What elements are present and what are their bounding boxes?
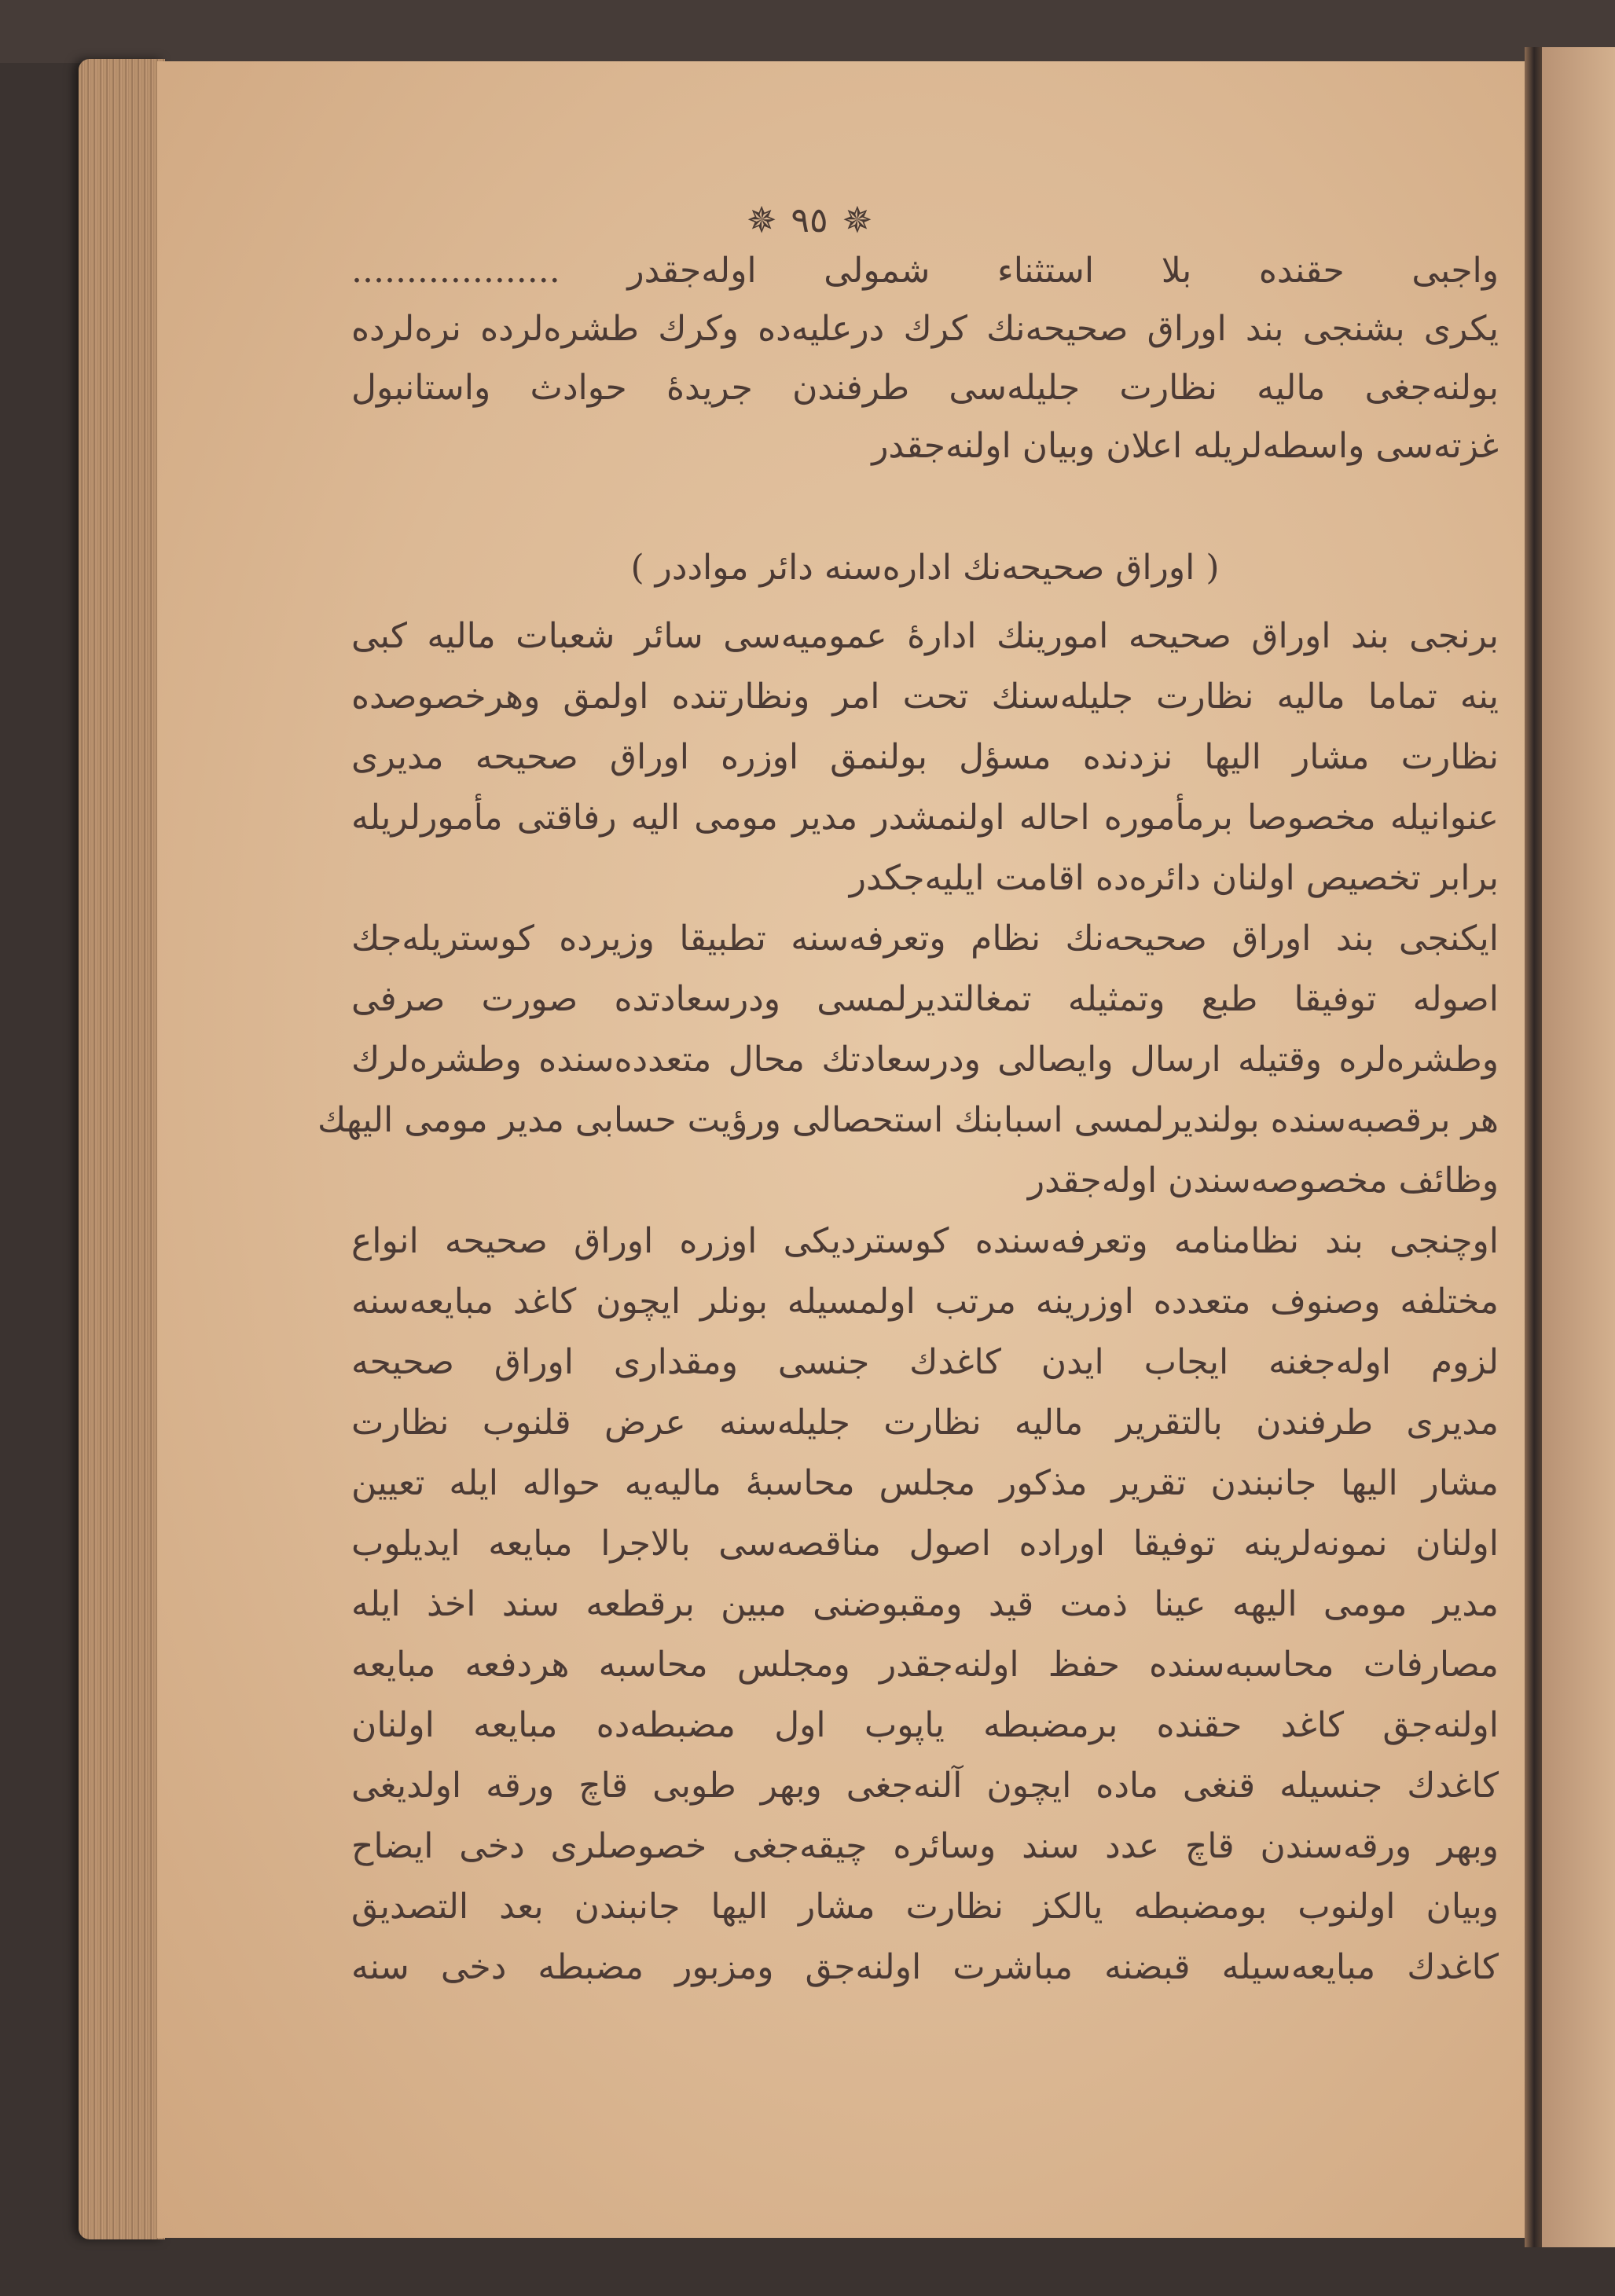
text-line: اولنه‌جق کاغد حقنده برمضبطه یاپوب اول مضبطه‌ده مبایعه اولنان [351, 1705, 1499, 1745]
text-line: وبیان اولنوب بومضبطه یالکز نظارت مشار الیها جانبندن بعد التصدیق [351, 1887, 1499, 1927]
text-line: نظارت مشار الیها نزدنده مسؤل بولنمق اوزره اوراق صحیحه مدیری [351, 737, 1499, 777]
text-line: مختلفه وصنوف متعدده اوزرینه مرتب اولمسیله بونلر ایچون کاغد مبایعه‌سنه [351, 1282, 1499, 1322]
text-line: لزوم اوله‌جغنه ایجاب ایدن کاغدك جنسی ومقداری اوراق صحیحه [351, 1342, 1499, 1382]
text-line: وطشره‌لره وقتیله ارسال وایصالی ودرسعادتك محال متعدده‌سنده وطشره‌لرك [351, 1040, 1499, 1080]
text-line: اولنان نمونه‌لرینه توفیقا اوراده اصول مناقصه‌سی بالاجرا مبایعه ایدیلوب [351, 1524, 1499, 1564]
text-line: هر برقصبه‌سنده بولندیرلمسی اسبابنك استحصالی ورؤیت حسابی مدیر مومی الیهك [317, 1100, 1499, 1140]
page-number [731, 193, 888, 248]
text-line: مدیری طرفندن بالتقریر مالیه نظارت جلیله‌سنه عرض قلنوب نظارت [351, 1403, 1499, 1443]
dot-leader: ................... [351, 251, 560, 291]
ornament-icon: ✵ [746, 199, 777, 241]
text-line: کاغدك جنسیله قنغی ماده ایچون آلنه‌جغی وبهر طوبی قاچ ورقه اولدیغی [351, 1766, 1499, 1806]
ornament-icon: ✵ [842, 199, 873, 241]
text-line: مشار الیها جانبندن تقریر مذکور مجلس محاسبهٔ مالیه‌یه حواله ایله تعیین [351, 1463, 1499, 1503]
text-line: ایکنجی بند اوراق صحیحه‌نك نظام وتعرفه‌سنه تطبیقا وزیرده کوستریله‌جك [351, 919, 1499, 959]
text-line: اوچنجی بند نظامنامه وتعرفه‌سنده کوستردیکی اوزره اوراق صحیحه انواع [351, 1221, 1499, 1261]
text-line: برنجی بند اوراق صحیحه امورینك ادارهٔ عمومیه‌سی سائر شعبات مالیه کبی [351, 616, 1499, 656]
adjacent-page [1542, 47, 1615, 2247]
text-line: عنوانیله مخصوصا برمأموره احاله اولنمشدر مدیر مومی الیه رفاقتی مأمورلریله [351, 798, 1499, 838]
page-edges [79, 59, 165, 2239]
text-line: وبهر ورقه‌سندن قاچ عدد سند وسائره چیقه‌جغی خصوصلری دخی ایضاح [351, 1826, 1499, 1866]
text-line: یکری بشنجی بند اوراق صحیحه‌نك كرك درعلیه‌ده وكرك طشره‌لرده نره‌لرده [351, 309, 1499, 349]
scan-background [0, 0, 1615, 63]
text-line: ینه تماما مالیه نظارت جلیله‌سنك تحت امر ونظارتنده اولمق وهرخصوصده [351, 677, 1499, 717]
text-line: برابر تخصیص اولنان دائره‌ده اقامت ایلیه‌جکدر [849, 858, 1499, 898]
book-gutter [1525, 47, 1543, 2247]
text-line [351, 241, 1499, 301]
text-line: مدیر مومی الیهه عینا ذمت قید ومقبوضنی مبین برقطعه سند اخذ ایله [351, 1584, 1499, 1624]
text-line: کاغدك مبایعه‌سیله قبضنه مباشرت اولنه‌جق ومزبور مضبطه دخی سنه [351, 1947, 1499, 1987]
text-line: وظائف مخصوصه‌سندن اوله‌جقدر [1027, 1161, 1499, 1201]
section-heading: ( اوراق صحیحه‌نك اداره‌سنه دائر مواددر ) [630, 548, 1220, 588]
text-line: اصوله توفیقا طبع وتمثیله تمغالتدیرلمسی ودرسعادتده صورت صرفی [351, 979, 1499, 1019]
text-line-content: واجبی حقنده بلا استثناء شمولی اوله‌جقدر [627, 251, 1499, 291]
text-line: بولنه‌جغی مالیه نظارت جلیله‌سی طرفندن جریدهٔ حوادث واستانبول [351, 368, 1499, 408]
text-line: غزته‌سی واسطه‌لریله اعلان وبیان اولنه‌جقدر [872, 426, 1499, 466]
page-number-text: ٩٥ [791, 200, 828, 240]
text-line: مصارفات محاسبه‌سنده حفظ اولنه‌جقدر ومجلس محاسبه هردفعه مبایعه [351, 1645, 1499, 1685]
